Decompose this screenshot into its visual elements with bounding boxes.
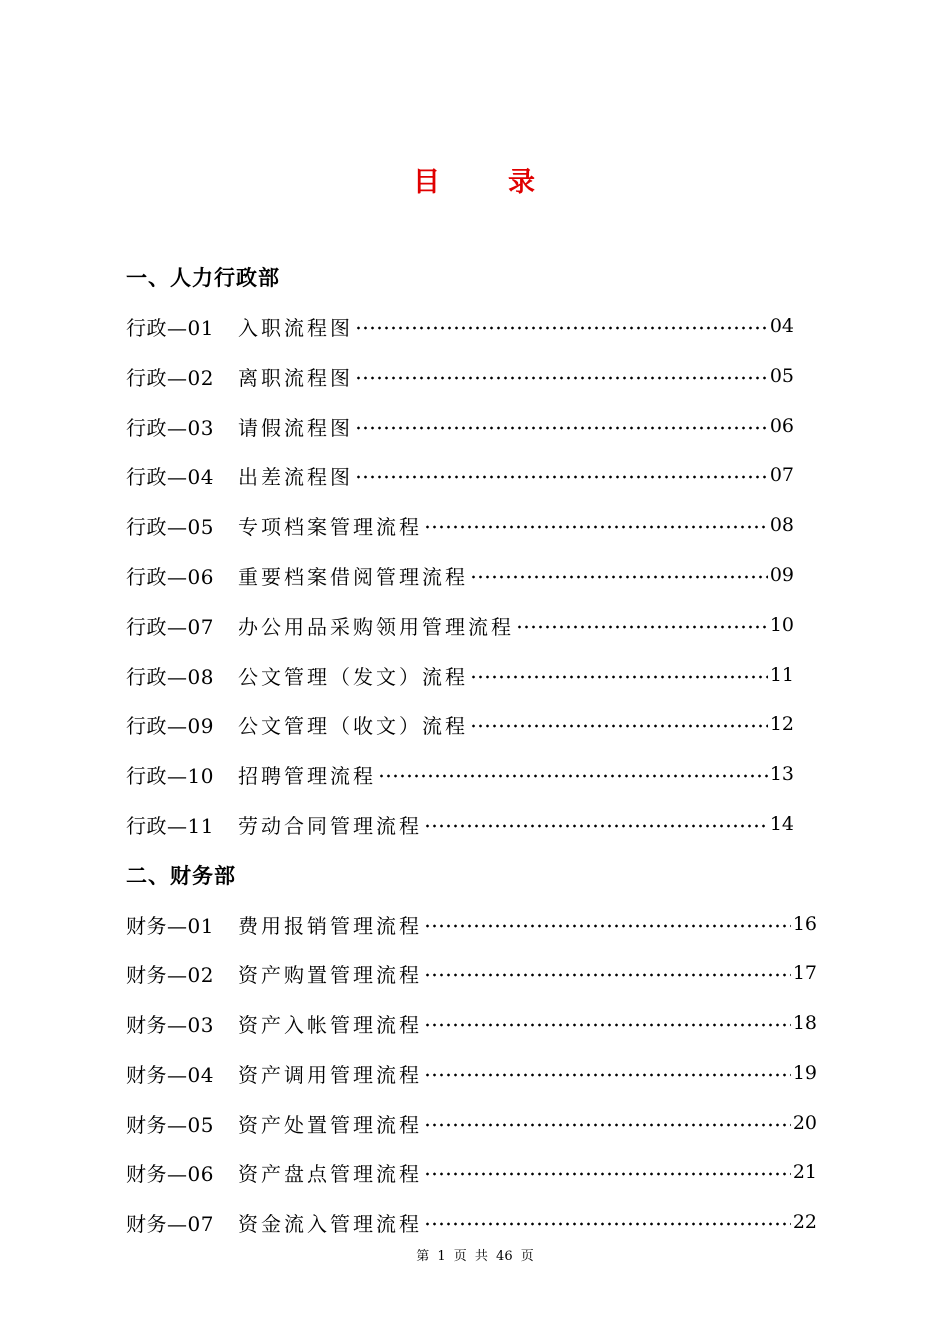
section-heading-finance: 二、财务部 xyxy=(126,864,236,888)
toc-entry-title: 费用报销管理流程 xyxy=(238,913,422,938)
toc-entry[interactable] xyxy=(126,610,794,640)
toc-entry[interactable] xyxy=(126,1008,817,1038)
toc-entry[interactable] xyxy=(126,411,794,441)
toc-entry[interactable] xyxy=(126,460,794,490)
toc-entry-title: 资产购置管理流程 xyxy=(238,962,422,987)
toc-entry-code: 行政—09 xyxy=(126,713,214,738)
toc-entry-code: 财务—01 xyxy=(126,913,214,938)
dot-leader xyxy=(424,809,768,839)
toc-entry[interactable] xyxy=(126,660,794,690)
toc-entry[interactable] xyxy=(126,909,817,939)
toc-entry-page: 04 xyxy=(769,315,794,337)
dot-leader xyxy=(424,1058,791,1088)
toc-entry[interactable] xyxy=(126,560,794,590)
toc-entry-page: 07 xyxy=(769,464,794,486)
dot-leader xyxy=(424,1008,791,1038)
toc-entry-code: 行政—08 xyxy=(126,664,214,689)
toc-entry-title: 公文管理（发文）流程 xyxy=(238,664,468,689)
toc-entry-page: 06 xyxy=(769,415,794,437)
toc-entry-page: 10 xyxy=(769,614,794,636)
toc-entry-page: 16 xyxy=(792,913,817,935)
dot-leader xyxy=(424,1207,791,1237)
toc-entry-code: 行政—07 xyxy=(126,614,214,639)
dot-leader xyxy=(424,958,791,988)
toc-entry-title: 入职流程图 xyxy=(238,315,353,340)
toc-entry-title: 劳动合同管理流程 xyxy=(238,813,422,838)
toc-entry-code: 行政—05 xyxy=(126,514,214,539)
toc-entry-page: 21 xyxy=(792,1161,817,1183)
section-heading-admin: 一、人力行政部 xyxy=(126,266,280,290)
toc-entry-code: 财务—03 xyxy=(126,1012,214,1037)
title-part-2: 录 xyxy=(508,167,537,198)
dot-leader xyxy=(470,709,768,739)
toc-entry-code: 财务—02 xyxy=(126,962,214,987)
toc-entry[interactable] xyxy=(126,1108,817,1138)
dot-leader xyxy=(424,510,768,540)
toc-entry[interactable] xyxy=(126,809,794,839)
toc-entry-page: 08 xyxy=(769,514,794,536)
toc-entry-code: 财务—06 xyxy=(126,1161,214,1186)
toc-entry-page: 22 xyxy=(792,1211,817,1233)
toc-entry-code: 行政—03 xyxy=(126,415,214,440)
toc-entry-code: 行政—11 xyxy=(126,813,214,838)
toc-entry-page: 09 xyxy=(769,564,794,586)
toc-entry[interactable] xyxy=(126,361,794,391)
toc-entry[interactable] xyxy=(126,510,794,540)
toc-entry-page: 19 xyxy=(792,1062,817,1084)
toc-entry-title: 招聘管理流程 xyxy=(238,763,376,788)
title-part-1: 目 xyxy=(413,167,442,198)
toc-entry[interactable] xyxy=(126,1157,817,1187)
toc-entry-code: 行政—06 xyxy=(126,564,214,589)
dot-leader xyxy=(424,909,791,939)
page-title xyxy=(0,160,950,199)
dot-leader xyxy=(424,1108,791,1138)
toc-entry[interactable] xyxy=(126,311,794,341)
dot-leader xyxy=(355,460,768,490)
toc-entry-title: 出差流程图 xyxy=(238,464,353,489)
toc-entry-title: 资金流入管理流程 xyxy=(238,1211,422,1236)
dot-leader xyxy=(516,610,768,640)
toc-entry-page: 11 xyxy=(769,664,794,686)
toc-entry-title: 资产盘点管理流程 xyxy=(238,1161,422,1186)
toc-entry-code: 财务—04 xyxy=(126,1062,214,1087)
toc-entry-code: 行政—01 xyxy=(126,315,214,340)
dot-leader xyxy=(355,361,768,391)
toc-entry[interactable] xyxy=(126,759,794,789)
toc-entry-title: 资产处置管理流程 xyxy=(238,1112,422,1137)
dot-leader xyxy=(355,311,768,341)
toc-entry-page: 20 xyxy=(792,1112,817,1134)
toc-entry-page: 14 xyxy=(769,813,794,835)
toc-entry[interactable] xyxy=(126,958,817,988)
toc-entry-page: 13 xyxy=(769,763,794,785)
toc-entry-title: 专项档案管理流程 xyxy=(238,514,422,539)
toc-entry-code: 财务—07 xyxy=(126,1211,214,1236)
page-footer: 第 1 页 共 46 页 xyxy=(416,1249,534,1264)
toc-entry-code: 行政—10 xyxy=(126,763,214,788)
dot-leader xyxy=(378,759,768,789)
toc-entry-page: 12 xyxy=(769,713,794,735)
dot-leader xyxy=(355,411,768,441)
toc-entry-code: 行政—02 xyxy=(126,365,214,390)
toc-entry-page: 18 xyxy=(792,1012,817,1034)
toc-entry-code: 行政—04 xyxy=(126,464,214,489)
toc-entry-title: 重要档案借阅管理流程 xyxy=(238,564,468,589)
dot-leader xyxy=(424,1157,791,1187)
toc-entry-title: 资产调用管理流程 xyxy=(238,1062,422,1087)
toc-entry-page: 17 xyxy=(792,962,817,984)
toc-entry-title: 公文管理（收文）流程 xyxy=(238,713,468,738)
toc-entry[interactable] xyxy=(126,1058,817,1088)
dot-leader xyxy=(470,560,768,590)
toc-entry-title: 资产入帐管理流程 xyxy=(238,1012,422,1037)
toc-entry-title: 请假流程图 xyxy=(238,415,353,440)
toc-entry[interactable] xyxy=(126,709,794,739)
toc-entry[interactable] xyxy=(126,1207,817,1237)
toc-entry-title: 离职流程图 xyxy=(238,365,353,390)
dot-leader xyxy=(470,660,768,690)
toc-entry-code: 财务—05 xyxy=(126,1112,214,1137)
toc-entry-title: 办公用品采购领用管理流程 xyxy=(238,614,514,639)
toc-entry-page: 05 xyxy=(769,365,794,387)
